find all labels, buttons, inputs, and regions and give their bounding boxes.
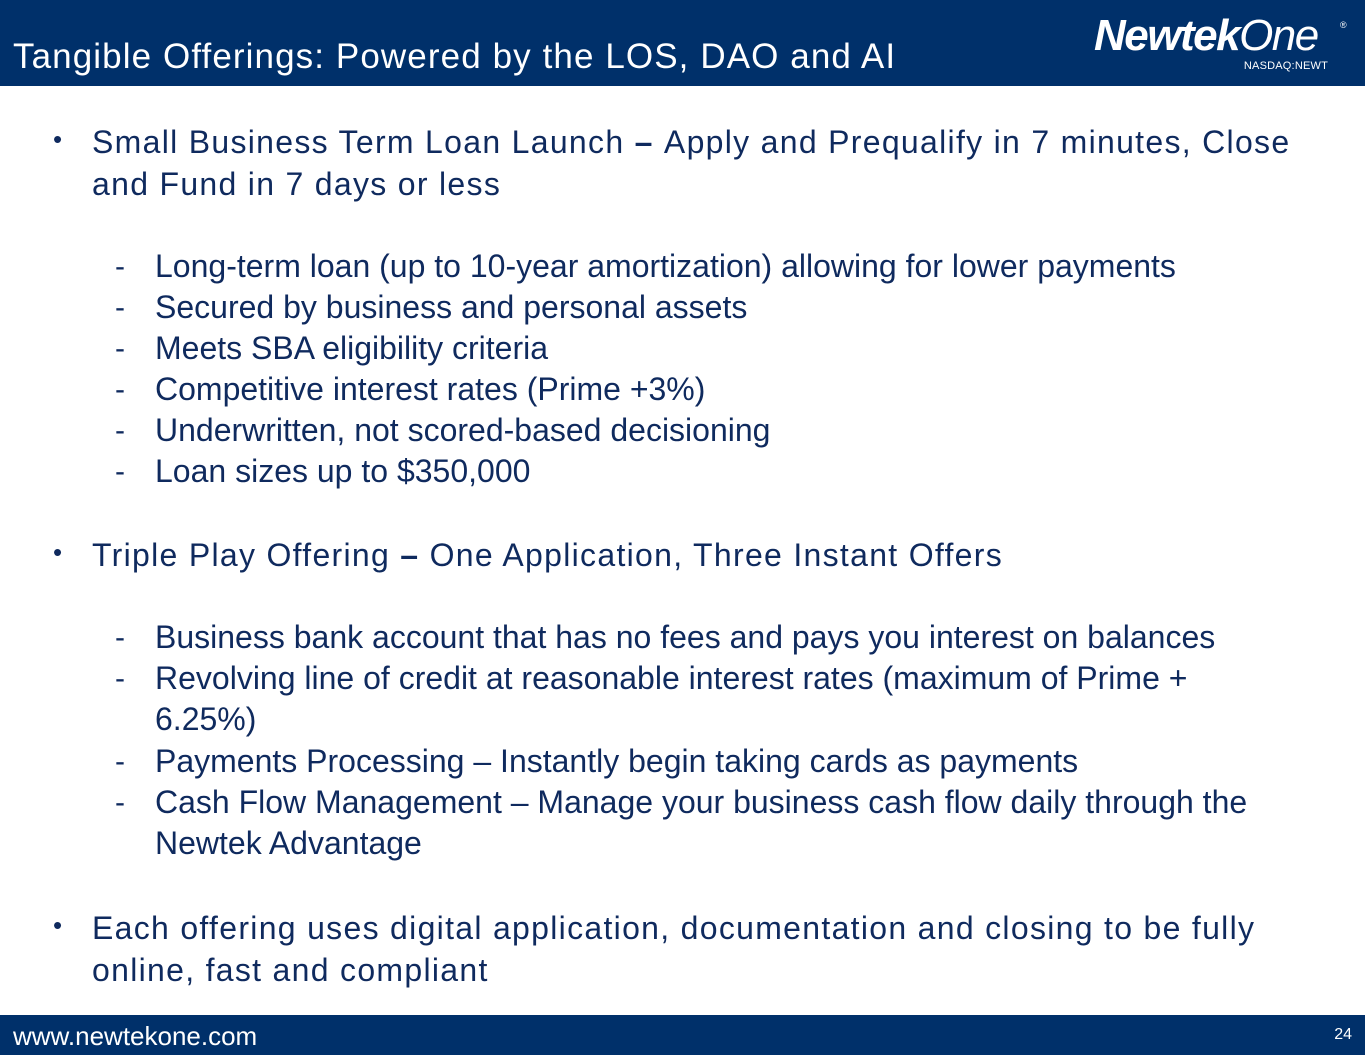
dash-marker: -: [115, 332, 125, 365]
subitem: Payments Processing – Instantly begin taking cards as payments: [155, 743, 1079, 779]
bullet-term-loan: [92, 121, 1302, 205]
dash-marker: -: [115, 291, 125, 324]
dash-marker: -: [115, 373, 125, 406]
subitem: Cash Flow Management – Manage your business cash flow daily through the Newtek Advantage: [155, 784, 1248, 861]
subitem: Revolving line of credit at reasonable interest rates (maximum of Prime + 6.25%): [155, 660, 1188, 737]
page-number: 24: [1334, 1026, 1352, 1043]
bullet-rest: One Application, Three Instant Offers: [429, 537, 1004, 573]
bullet-separator: –: [390, 537, 430, 573]
dash-marker: -: [115, 621, 125, 654]
dash-marker: -: [115, 786, 125, 819]
bullet-digital: [92, 907, 1282, 991]
dash-marker: -: [115, 662, 125, 695]
footer-bar: [0, 1015, 1365, 1055]
bullet-marker: •: [53, 537, 63, 567]
subitem: Business bank account that has no fees and pays you interest on balances: [155, 619, 1216, 655]
subitem: Secured by business and personal assets: [155, 289, 748, 325]
bullet-lead: Triple Play Offering: [92, 537, 391, 573]
bullet-marker: •: [53, 910, 63, 940]
bullet-separator: –: [624, 124, 664, 160]
dash-marker: -: [115, 250, 125, 283]
dash-marker: -: [115, 455, 125, 488]
footer-website-link[interactable]: www.newtekone.com: [13, 1021, 258, 1051]
logo-ticker: NASDAQ:NEWT: [1243, 60, 1328, 72]
bullet-marker: •: [53, 124, 63, 154]
bullet-lead: Each offering uses digital application, documentation and closing to be fully online, fast and compliant: [92, 910, 1256, 988]
bullet-lead: Small Business Term Loan Launch: [92, 124, 625, 160]
page-title: Tangible Offerings: Powered by the LOS, DAO and AI: [13, 37, 897, 76]
bullet-rest: Apply and Prequalify in 7 minutes, Close and Fund in 7 days or less: [92, 124, 1291, 202]
subitem: Loan sizes up to $350,000: [155, 453, 531, 489]
logo-wordmark: NewtekOne: [1094, 11, 1318, 60]
subitem: Competitive interest rates (Prime +3%): [155, 371, 706, 407]
dash-marker: -: [115, 745, 125, 778]
logo-registered-mark: ®: [1340, 20, 1347, 30]
subitem: Long-term loan (up to 10-year amortization) allowing for lower payments: [155, 248, 1176, 284]
bullet-triple-play: [92, 534, 1302, 576]
dash-marker: -: [115, 414, 125, 447]
subitem: Meets SBA eligibility criteria: [155, 330, 549, 366]
subitem: Underwritten, not scored-based decisioning: [155, 412, 771, 448]
